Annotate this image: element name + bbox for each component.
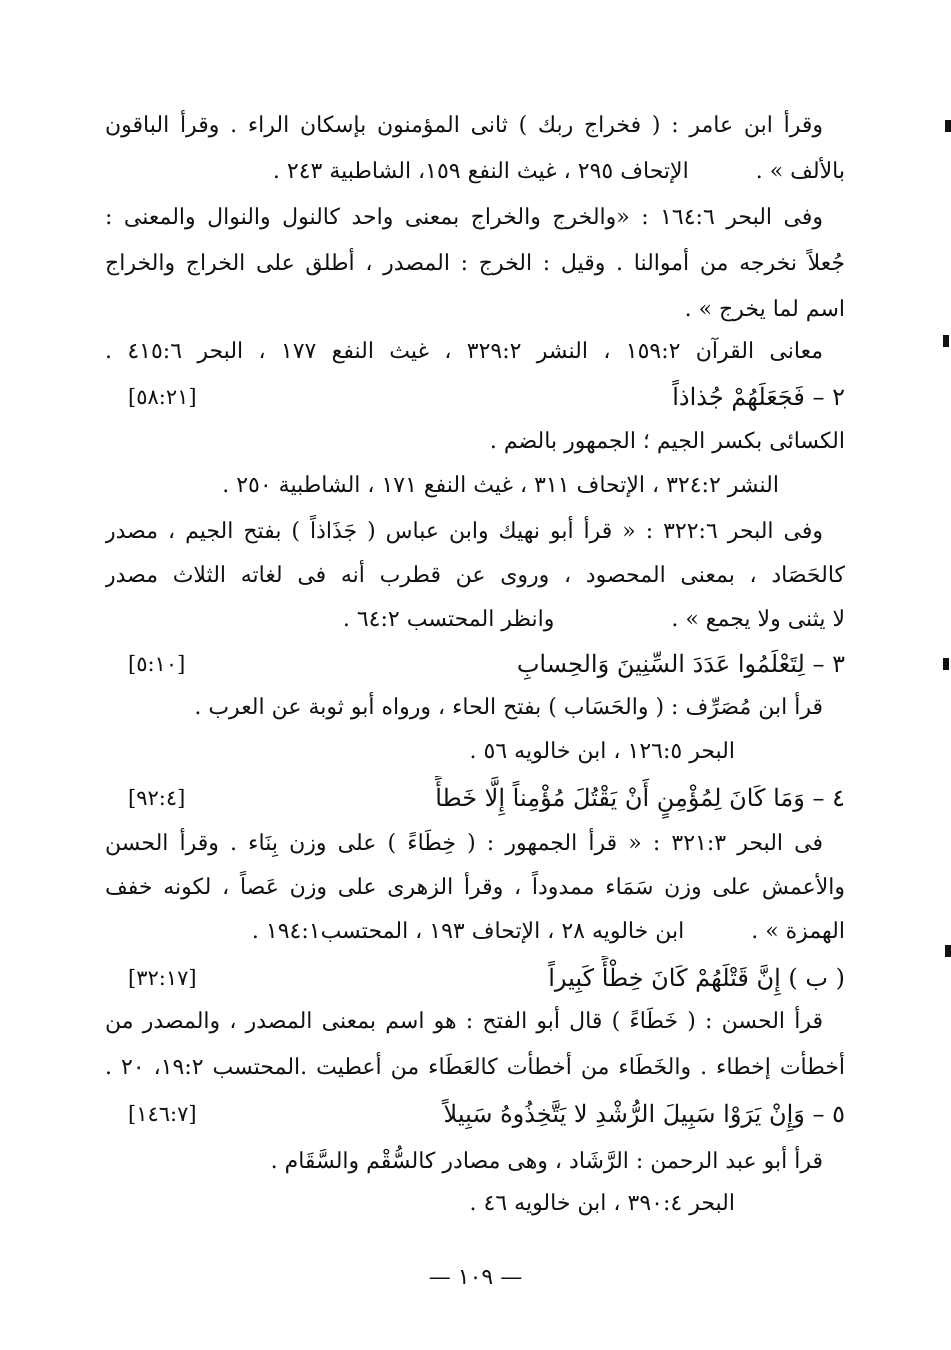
verse-5: ٥ – وَإِنْ يَرَوْا سَبِيلَ الرُّشْدِ لا يَتَّخِذُوهُ سَبِيلاً	[443, 1100, 845, 1128]
source-citation: البحر ٣٩٠:٤ ، ابن خالويه ٤٦ .	[469, 1191, 735, 1216]
source-citation: النشر ٣٢٤:٢ ، الإتحاف ٣١١ ، غيث النفع ١٧١ ، الشاطبية ٢٥٠ .	[222, 473, 779, 498]
text-line	[105, 910, 845, 954]
text-line: والأعمش على وزن سَمَاء ممدوداً ، وقرأ الزهرى على وزن عَصاً ، لكونه خفف	[105, 875, 845, 900]
text-line: وقرأ ابن عامر : ( فخراج ربك ) ثانى المؤمنون بإسكان الراء . وقرأ الباقون	[105, 113, 823, 138]
verse-reference: [٥٨:٢١]	[128, 385, 197, 409]
text-line: فى البحر ٣٢١:٣ : « قرأ الجمهور : ( خِطَاءً ) على وزن بِنَاء . وقرأ الحسن	[105, 831, 823, 856]
text-line: أخطأت إخطاء . والخَطَاء من أخطأت كالعَطَاء من أعطيت .المحتسب ١٩:٢، ٢٠ .	[105, 1055, 845, 1080]
text-line: قرأ أبو عبد الرحمن : الرَّشَاد ، وهى مصادر كالسُّقْم والسَّقَام .	[270, 1149, 823, 1174]
verse-4b: ( ب ) إِنَّ قَتْلَهُمْ كَانَ خِطْأً كَبِيراً	[548, 964, 845, 992]
source-citation: البحر ١٢٦:٥ ، ابن خالويه ٥٦ .	[469, 739, 735, 764]
verse-2: ٢ – فَجَعَلَهُمْ جُذاذاً	[672, 383, 845, 411]
source-citation: وانظر المحتسب ٦٤:٢ .	[342, 607, 555, 632]
edge-mark	[943, 658, 949, 670]
page-number: — ١٠٩ —	[428, 1265, 523, 1290]
text-line-end: بالألف » .	[755, 159, 845, 184]
source-citation: معانى القرآن ١٥٩:٢ ، النشر ٣٢٩:٢ ، غيث النفع ١٧٧ ، البحر ٤١٥:٦ .	[105, 339, 823, 364]
source-citation: الإتحاف ٢٩٥ ، غيث النفع ١٥٩، الشاطبية ٢٤٣ .	[272, 159, 689, 184]
verse-4: ٤ – وَمَا كَانَ لِمُؤْمِنٍ أَنْ يَقْتُلَ مُؤْمِناً إِلَّا خَطأً	[435, 784, 845, 812]
text-line: وفى البحر ٣٢٢:٦ : « قرأ أبو نهيك وابن عباس ( جَذَاذاً ) بفتح الجيم ، مصدر	[105, 519, 823, 544]
text-line: جُعلاً نخرجه من أموالنا . وقيل : الخرج : المصدر ، أطلق على الخراج والخراج	[105, 251, 845, 276]
text-line: كالحَصَاد ، بمعنى المحصود ، وروى عن قطرب أنه فى لغاته الثلاث مصدر	[105, 563, 845, 588]
edge-mark	[943, 335, 949, 347]
source-citation: ابن خالويه ٢٨ ، الإتحاف ١٩٣ ، المحتسب١٩٤:١ .	[251, 919, 685, 944]
text-line: اسم لما يخرج » .	[684, 297, 845, 322]
text-line	[105, 598, 845, 642]
edge-mark	[945, 120, 951, 132]
text-line: قرأ ابن مُصَرِّف : ( والحَسَاب ) بفتح الحاء ، ورواه أبو ثوبة عن العرب .	[194, 695, 823, 720]
text-line-end: الهمزة » .	[751, 919, 845, 944]
edge-mark	[945, 945, 951, 957]
text-line: الكسائى بكسر الجيم ؛ الجمهور بالضم .	[489, 429, 845, 454]
verse-reference: [٩٢:٤]	[128, 786, 186, 810]
verse-reference: [١٤٦:٧]	[128, 1102, 197, 1126]
text-line: وفى البحر ١٦٤:٦ : «والخرج والخراج بمعنى واحد كالنول والنوال والمعنى :	[105, 205, 823, 230]
text-line: قرأ الحسن : ( خَطَاءً ) قال أبو الفتح : هو اسم بمعنى المصدر ، والمصدر من	[105, 1009, 823, 1034]
verse-reference: [٣٢:١٧]	[128, 966, 197, 990]
text-line	[105, 150, 845, 194]
verse-reference: [٥:١٠]	[128, 652, 186, 676]
text-line-end: لا يثنى ولا يجمع » .	[671, 607, 845, 632]
verse-3: ٣ – لِتَعْلَمُوا عَدَدَ السِّنِينَ وَالحِسابِ	[516, 650, 845, 678]
